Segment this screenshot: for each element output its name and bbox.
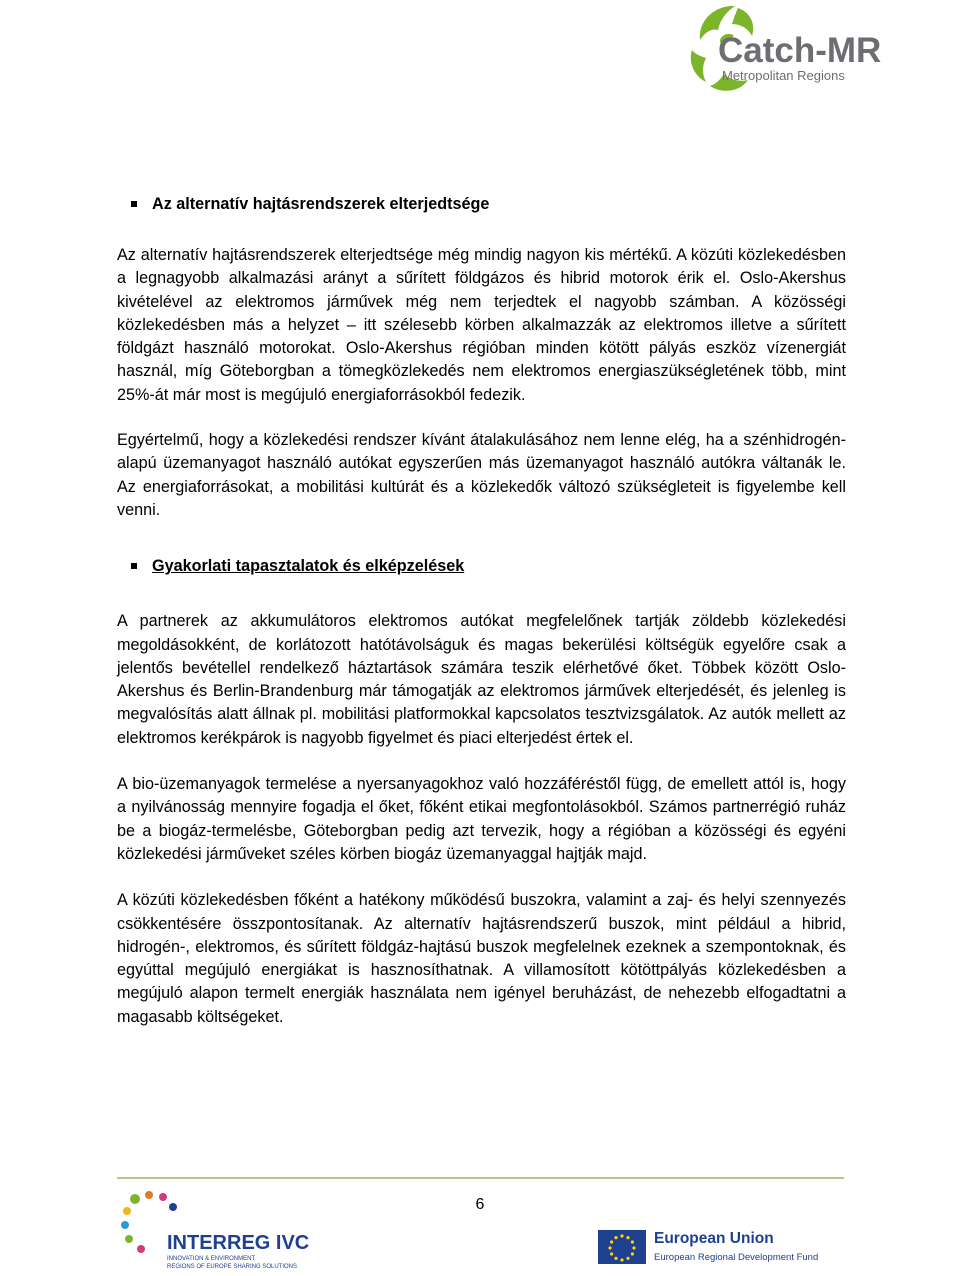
- interreg-tagline-1: INNOVATION & ENVIRONMENT: [167, 1256, 256, 1262]
- interreg-logo: [115, 1185, 330, 1271]
- eu-subtitle: European Regional Development Fund: [654, 1252, 819, 1263]
- heading-text: Az alternatív hajtásrendszerek elterjedtsége: [152, 195, 490, 213]
- square-bullet-icon: [131, 563, 137, 569]
- section-heading-alternative-drives: [152, 192, 846, 216]
- heading-text: Gyakorlati tapasztalatok és elképzelések: [152, 557, 465, 576]
- interreg-tagline-2: REGIONS OF EUROPE SHARING SOLUTIONS: [167, 1264, 298, 1270]
- paragraph: A bio-üzemanyagok termelése a nyersanyagokhoz való hozzáféréstől függ, de emellett attól is, hogy a nyilvánosság mennyire fogadja el őket, főként etikai megfontolásokból. Számos partnerrégió ruház be a biogáz-termelésbe, Göteborgban pedig azt tervezik, hogy a régióban a közösségi és egyéni közlekedési járműveket széles körben biogáz üzemanyaggal hajtják majd.: [117, 775, 846, 863]
- eu-title: European Union: [654, 1230, 774, 1247]
- logo-name: Catch-MR: [718, 31, 882, 70]
- main-content: [117, 192, 846, 1029]
- catch-mr-logo: [660, 0, 910, 112]
- paragraph: Az alternatív hajtásrendszerek elterjedtsége még mindig nagyon kis mértékű. A közúti közlekedésben a legnagyobb alkalmazási arányt a sűrített földgázos és hibrid motorok érik el. Oslo-Akershus kivételével az elektromos járművek még nem terjedtek el nagyobb számban. A közösségi közlekedésben más a helyzet – itt szélesebb körben alkalmazzák az elektromos illetve a sűrített földgázt használó motorokat. Oslo-Akershus régióban minden kötött pályás eszköz vízenergiát használ, míg Göteborgban a tömegközlekedés nem elektromos energiaszükségletének több, mint 25%-át már most is megújuló energiaforrásokból fedezik.: [117, 246, 846, 404]
- footer-divider: [117, 1177, 844, 1179]
- paragraph: A közúti közlekedésben főként a hatékony működésű buszokra, valamint a zaj- és helyi szennyezés csökkentésére összpontosítanak. Az alternatív hajtásrendszerű buszok, mint például a hibrid, hidrogén-, elektromos, és sűrített földgáz-hajtású buszok megfelelnek ezeknek a szempontoknak, és egyúttal megújuló energiákat is hasznosíthatnak. A villamosított kötöttpályás közlekedésben a megújuló alapon termelt energiák használata nem igényel beruházást, de nehezebb elfogadtatni a magasabb költségeket.: [117, 891, 846, 1026]
- paragraph: A partnerek az akkumulátoros elektromos autókat megfelelőnek tartják zöldebb közlekedési megoldásokként, de korlátozott hatótávolságuk és magas bekerülési költségük egyelőre csak a jelentős bevétellel rendelkező háztartások számára teszik elérhetővé őket. Többek között Oslo-Akershus és Berlin-Brandenburg már támogatják az elektromos járművek elterjedését, és jelenleg is megvalósítás alatt állnak pl. mobilitási platformokkal kapcsolatos tesztvizsgálatok. Az autók mellett az elektromos kerékpárok is nagyobb figyelmet és piaci elterjedést értek el.: [117, 612, 846, 747]
- logo-tagline: Metropolitan Regions: [722, 68, 845, 83]
- paragraph: Egyértelmű, hogy a közlekedési rendszer kívánt átalakulásához nem lenne elég, ha a szénhidrogén-alapú üzemanyagot használó autókat egyszerűen más üzemanyagot használó autókra váltanák le. Az energiaforrásokat, a mobilitási kultúrát és a közlekedők változó szükségleteit is figyelembe kell venni.: [117, 431, 846, 519]
- eu-logo: [598, 1230, 819, 1268]
- eu-flag-icon: [598, 1230, 646, 1264]
- page-number: 6: [475, 1196, 485, 1213]
- section-heading-practical-experience: [152, 554, 846, 578]
- interreg-name: INTERREG IVC: [167, 1232, 310, 1254]
- square-bullet-icon: [131, 201, 137, 207]
